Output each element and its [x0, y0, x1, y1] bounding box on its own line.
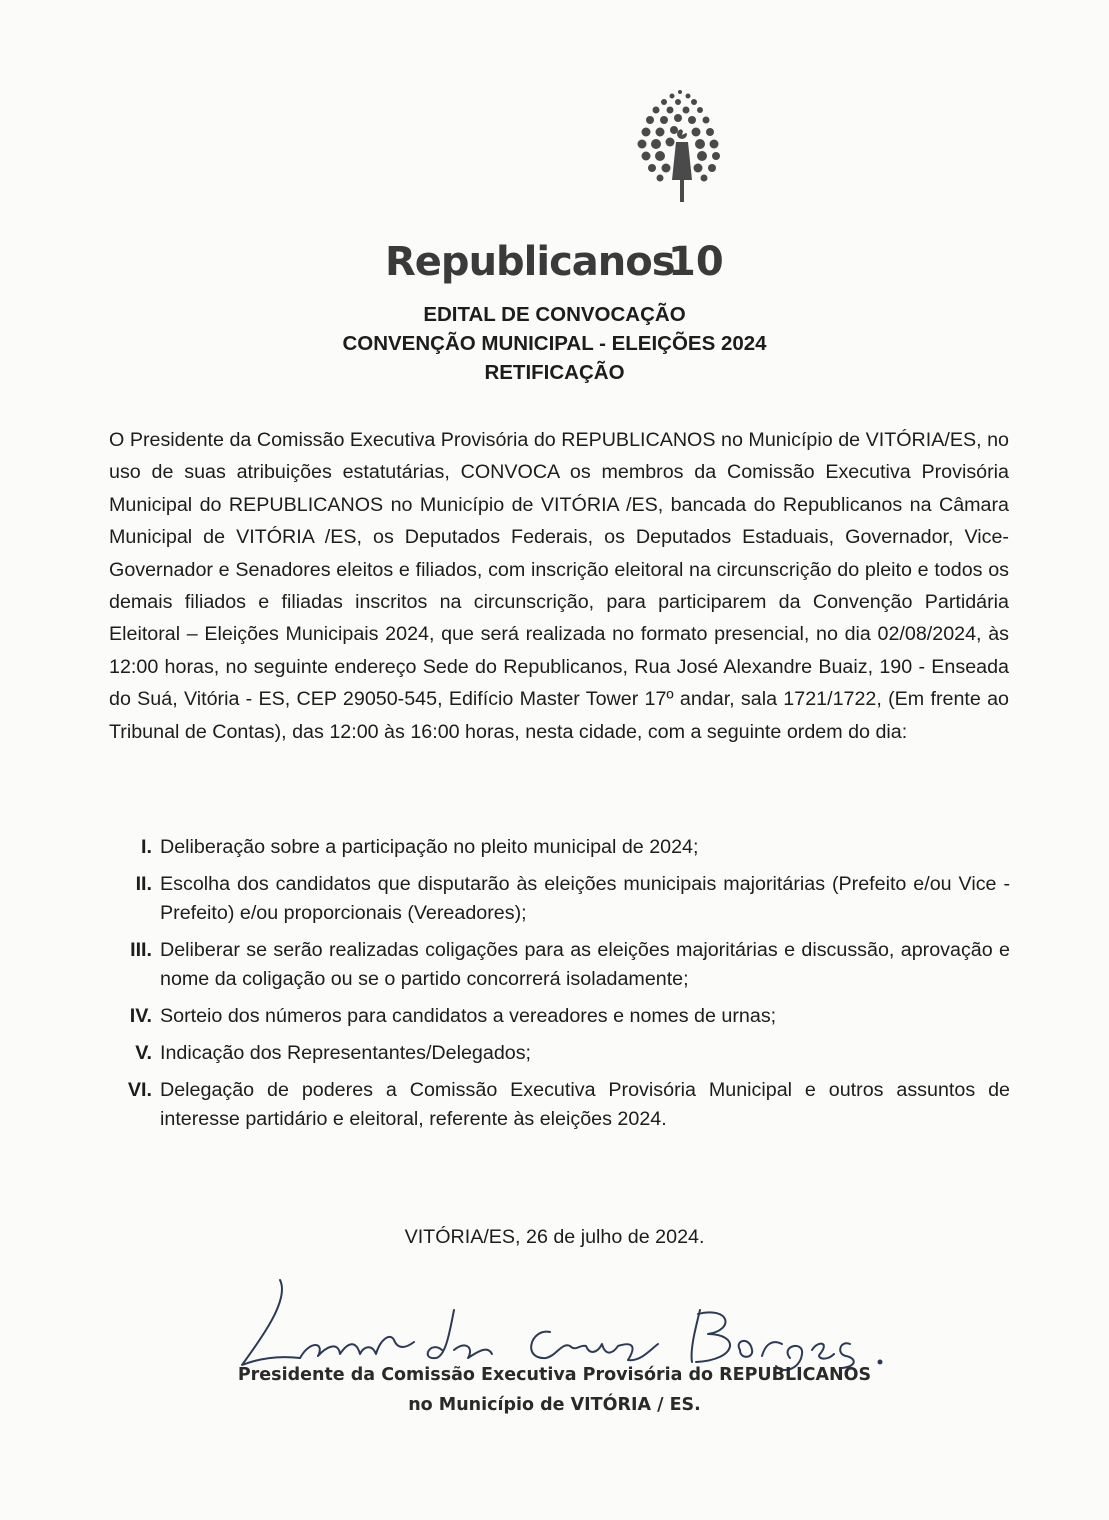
party-name: Republicanos	[385, 239, 675, 285]
agenda-item-number: III.	[130, 939, 152, 961]
agenda-list	[100, 833, 1010, 1142]
tree-icon	[380, 84, 760, 216]
party-logo	[380, 84, 760, 285]
agenda-item-number: II.	[135, 873, 152, 895]
agenda-item-number: IV.	[129, 1005, 152, 1027]
title-line-1: EDITAL DE CONVOCAÇÃO	[423, 303, 686, 326]
convocation-paragraph: O Presidente da Comissão Executiva Provisória do REPUBLICANOS no Município de VITÓRIA/ES, no uso de suas atribuições estatutárias, CONVOCA os membros da Comissão Executiva Provisória Municipal do REPUBLICANOS no Município de VITÓRIA /ES, bancada do Republicanos na Câmara Municipal de VITÓRIA /ES, os Deputados Federais, os Deputados Estaduais, Governador, Vice-Governador e Senadores eleitos e filiados, com inscrição eleitoral na circunscrição do pleito e todos os demais filiados e filiadas inscritos na circunscrição, para participarem da Convenção Partidária Eleitoral – Eleições Municipais 2024, que será realizada no formato presencial, no dia 02/08/2024, às 12:00 horas, no seguinte endereço Sede do Republicanos, Rua José Alexandre Buaiz, 190 - Enseada do Suá, Vitória - ES, CEP 29050-545, Edifício Master Tower 17º andar, sala 1721/1722, (Em frente ao Tribunal de Contas), das 12:00 às 16:00 horas, nesta cidade, com a seguinte ordem do dia:	[109, 429, 1009, 743]
signatory-role-line-1: Presidente da Comissão Executiva Provisória do REPUBLICANOS	[237, 1365, 872, 1385]
agenda-item-text: Deliberar se serão realizadas coligações para as eleições majoritárias e discussão, aprovação e nome da coligação ou se o partido concorrerá isoladamente;	[160, 939, 1010, 990]
signatory-role-line-2: no Município de VITÓRIA / ES.	[408, 1395, 701, 1415]
title-line-3: RETIFICAÇÃO	[484, 361, 625, 384]
document-title	[0, 300, 1109, 387]
agenda-item-number: V.	[135, 1042, 152, 1064]
agenda-item-text: Escolha dos candidatos que disputarão às eleições municipais majoritárias (Prefeito e/ou Vice -Prefeito) e/ou proporcionais (Vereadores);	[160, 873, 1010, 924]
agenda-item	[100, 1076, 1010, 1134]
agenda-item-text: Indicação dos Representantes/Delegados;	[160, 1042, 532, 1064]
agenda-item-text: Deliberação sobre a participação no pleito municipal de 2024;	[160, 836, 699, 858]
signatory-block	[0, 1360, 1109, 1420]
party-number: 10	[668, 239, 724, 285]
agenda-item	[100, 833, 1010, 862]
agenda-item	[100, 870, 1010, 928]
agenda-item-text: Sorteio dos números para candidatos a vereadores e nomes de urnas;	[160, 1005, 777, 1027]
title-line-2: CONVENÇÃO MUNICIPAL - ELEIÇÕES 2024	[342, 332, 767, 355]
agenda-item-text: Delegação de poderes a Comissão Executiva Provisória Municipal e outros assuntos de interesse partidário e eleitoral, referente às eleições 2024.	[160, 1079, 1010, 1130]
agenda-item	[100, 1002, 1010, 1031]
agenda-item-number: I.	[141, 836, 152, 858]
place-and-date: VITÓRIA/ES, 26 de julho de 2024.	[404, 1226, 705, 1248]
agenda-item-number: VI.	[127, 1079, 152, 1101]
agenda-item	[100, 936, 1010, 994]
agenda-item	[100, 1039, 1010, 1068]
